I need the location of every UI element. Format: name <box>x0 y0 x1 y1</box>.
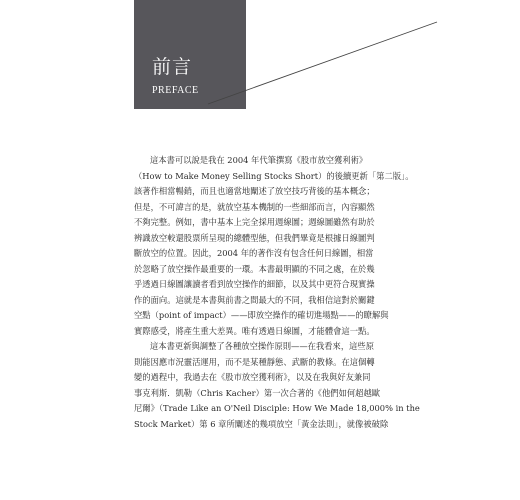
text-line: 乎透過日線圖讓讀者看到放空操作的細節，以及其中更符合現實操 <box>134 279 375 289</box>
header-block <box>134 0 246 109</box>
text-line: 斷放空的位置。因此，2004 年的著作沒有包含任何日線圖，相當 <box>134 248 374 258</box>
page-subtitle: PREFACE <box>152 85 199 96</box>
text-line: 尼爾》（Trade Like an O'Neil Disciple: How We Made 18,000% in the <box>134 403 420 413</box>
text-line: 這本書更新與調整了各種放空操作原則——在我看來，這些原 <box>150 341 375 351</box>
text-line: 則能因應市況靈活運用，而不是某種靜態、武斷的教條。在這個轉 <box>134 356 375 367</box>
text-line: 事克利斯．凱勒（Chris Kacher）第一次合著的《他們如何超越歐 <box>134 387 381 398</box>
text-line: 變的過程中，我過去在《股市放空獲利術》，以及在我與好友兼同 <box>134 372 371 382</box>
body-text <box>134 153 420 432</box>
text-line: 這本書可以說是我在 2004 年代筆撰寫《股市放空獲利術》 <box>150 155 368 165</box>
page-title: 前言 <box>152 56 193 78</box>
text-line: （How to Make Money Selling Stocks Short）的後續更新「第二版」。 <box>134 170 414 181</box>
text-line: 不夠完整。例如，書中基本上完全採用週線圖；週線圖雖然有助於 <box>134 217 375 227</box>
text-line: 於忽略了放空操作最重要的一環。本書最明顯的不同之處，在於幾 <box>134 263 375 274</box>
text-line: 該著作相當暢銷，而且也適當地闡述了放空技巧背後的基本概念； <box>134 186 375 196</box>
text-line: 但是，不可諱言的是，就放空基本機制的一些細部而言，內容顯然 <box>134 201 375 212</box>
text-line: 實際感受，將產生重大差異。唯有透過日線圖，才能體會這一點。 <box>134 325 375 336</box>
text-line: 空點（point of impact）——即放空操作的確切進場點——的瞭解與 <box>134 310 389 320</box>
text-line: 作的面向。這就是本書與前書之間最大的不同，我相信這對於關鍵 <box>134 294 375 305</box>
text-line: 辨識放空較還股票所呈現的總體型態，但我們畢竟是根據日線圖判 <box>134 232 375 243</box>
text-line: Stock Market）第 6 章所闡述的幾項放空「黃金法則」，就像被破除 <box>134 418 389 429</box>
